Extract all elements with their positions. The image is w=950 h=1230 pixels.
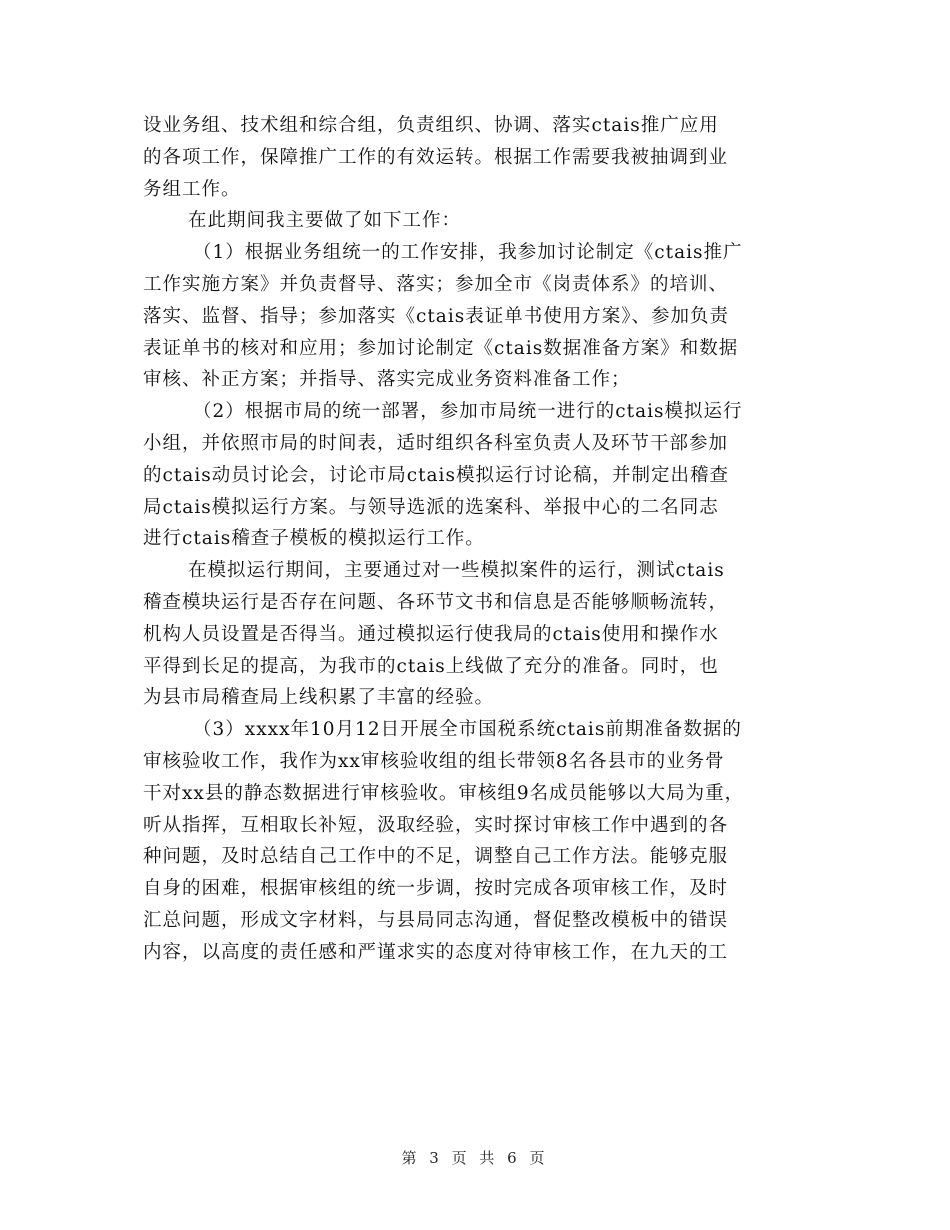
- text-line: 进行ctais稽查子模板的模拟运行工作。: [143, 528, 485, 550]
- text-line: 平得到长足的提高，为我市的ctais上线做了充分的准备。同时，也: [143, 655, 719, 677]
- text-line: 审核、补正方案；并指导、落实完成业务资料准备工作；: [143, 369, 631, 391]
- text-line: 务组工作。: [143, 178, 241, 200]
- text-line: 内容，以高度的责任感和严谨求实的态度对待审核工作，在九天的工: [143, 941, 729, 963]
- text-line: 的各项工作，保障推广工作的有效运转。根据工作需要我被抽调到业: [143, 146, 729, 168]
- text-line: 审核验收工作，我作为xx审核验收组的组长带领8名各县市的业务骨: [143, 750, 725, 772]
- text-line: 局ctais模拟运行方案。与领导选派的选案科、举报中心的二名同志: [143, 496, 719, 518]
- text-line: 落实、监督、指导；参加落实《ctais表证单书使用方案》、参加负责: [143, 305, 729, 327]
- page-number: 第 3 页 共 6 页: [401, 1149, 549, 1167]
- text-line: （3）xxxx年10月12日开展全市国税系统ctais前期准备数据的: [193, 719, 742, 741]
- text-line: 在模拟运行期间，主要通过对一些模拟案件的运行，测试ctais: [188, 560, 725, 582]
- text-line: 表证单书的核对和应用；参加讨论制定《ctais数据准备方案》和数据: [143, 337, 739, 359]
- text-line: 汇总问题，形成文字材料，与县局同志沟通，督促整改模板中的错误: [143, 909, 729, 931]
- text-line: （1）根据业务组统一的工作安排，我参加讨论制定《ctais推广: [193, 242, 743, 264]
- text-line: 稽查模块运行是否存在问题、各环节文书和信息是否能够顺畅流转，: [143, 591, 729, 613]
- text-line: 工作实施方案》并负责督导、落实；参加全市《岗责体系》的培训、: [143, 273, 729, 295]
- text-line: 的ctais动员讨论会，讨论市局ctais模拟运行讨论稿，并制定出稽查: [143, 464, 729, 486]
- text-line: 自身的困难，根据审核组的统一步调，按时完成各项审核工作，及时: [143, 878, 729, 900]
- text-line: 为县市局稽查局上线积累了丰富的经验。: [143, 687, 495, 709]
- text-line: 在此期间我主要做了如下工作：: [188, 210, 462, 232]
- document-body: [143, 110, 811, 969]
- text-line: 种问题，及时总结自己工作中的不足，调整自己工作方法。能够克服: [143, 846, 729, 868]
- text-line: 机构人员设置是否得当。通过模拟运行使我局的ctais使用和操作水: [143, 623, 719, 645]
- text-line: 听从指挥，互相取长补短，汲取经验，实时探讨审核工作中遇到的各: [143, 814, 729, 836]
- text-line: （2）根据市局的统一部署，参加市局统一进行的ctais模拟运行: [193, 401, 743, 423]
- text-line: 设业务组、技术组和综合组，负责组织、协调、落实ctais推广应用: [143, 115, 719, 136]
- text-line: 小组，并依照市局的时间表，适时组织各科室负责人及环节干部参加: [143, 432, 729, 454]
- text-line: 干对xx县的静态数据进行审核验收。审核组9名成员能够以大局为重，: [143, 782, 745, 804]
